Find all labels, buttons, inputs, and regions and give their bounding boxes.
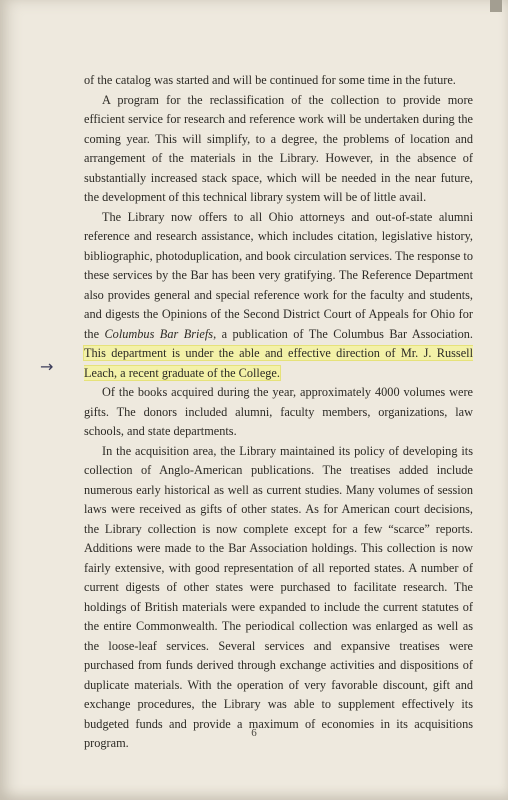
paragraph-reference-text-2: , a publication of The Columbus Bar Association. xyxy=(213,326,473,341)
paragraph-continuation: of the catalog was started and will be continued for some time in the future. xyxy=(84,73,456,87)
paragraph-reclassification: A program for the reclassification of the collection to provide more efficient service for research and reference work will be undertaken during the coming year. This will simplify, to a degree, the problems of location and arrangement of the materials in the Library. However, in the absence of substantially increased stack space, which will be needed in the near future, the development of this technical library system will be of little avail. xyxy=(84,92,473,204)
body-text xyxy=(84,71,473,754)
publication-title: Columbus Bar Briefs xyxy=(104,326,214,341)
paragraph-acquisition: In the acquisition area, the Library maintained its policy of developing its collection of Anglo-American publications. The treatises added include numerous early historical as well as current studies. Many volumes of session laws were received as gifts of other states. As for American court decisions, the Library collection is now complete except for a few “scarce” reports. Additions were made to the Bar Association holdings. This collection is now fairly extensive, with good representation of all reported states. A number of current digests of other states were purchased to facilitate research. The holdings of British materials were expanded to include the current statutes of the entire Commonwealth. The periodical collection was enlarged as well as the loose-leaf services. Several services and expansive treatises were purchased from funds derived through exchange activities and dispositions of duplicate materials. With the operation of very favorable discount, gift and exchange procedures, the Library was able to supplement effectively its budgeted funds and provide a maximum of economies in its acquisitions program. xyxy=(84,443,473,750)
page-number: 6 xyxy=(251,727,257,739)
paragraph-reference-text: The Library now offers to all Ohio attorneys and out-of-state alumni reference and research assistance, which includes citation, legislative history, bibliographic, photoduplication, and book circulation services. The response to these services by the Bar has been very gratifying. The Reference Department also provides general and special reference work for the faculty and students, and digests the Opinions of the Second District Court of Appeals for Ohio for the xyxy=(84,209,473,341)
paragraph-gifts: Of the books acquired during the year, approximately 4000 volumes were gifts. The donors included alumni, faculty members, organizations, law schools, and state departments. xyxy=(84,385,473,438)
corner-tab xyxy=(490,0,502,12)
right-arrow-icon: → xyxy=(40,357,54,376)
highlighted-sentence: This department is under the able and effective direction of Mr. J. Russell Leach, a recent graduate of the College. xyxy=(84,346,473,380)
paragraph-reference-services xyxy=(84,208,473,384)
